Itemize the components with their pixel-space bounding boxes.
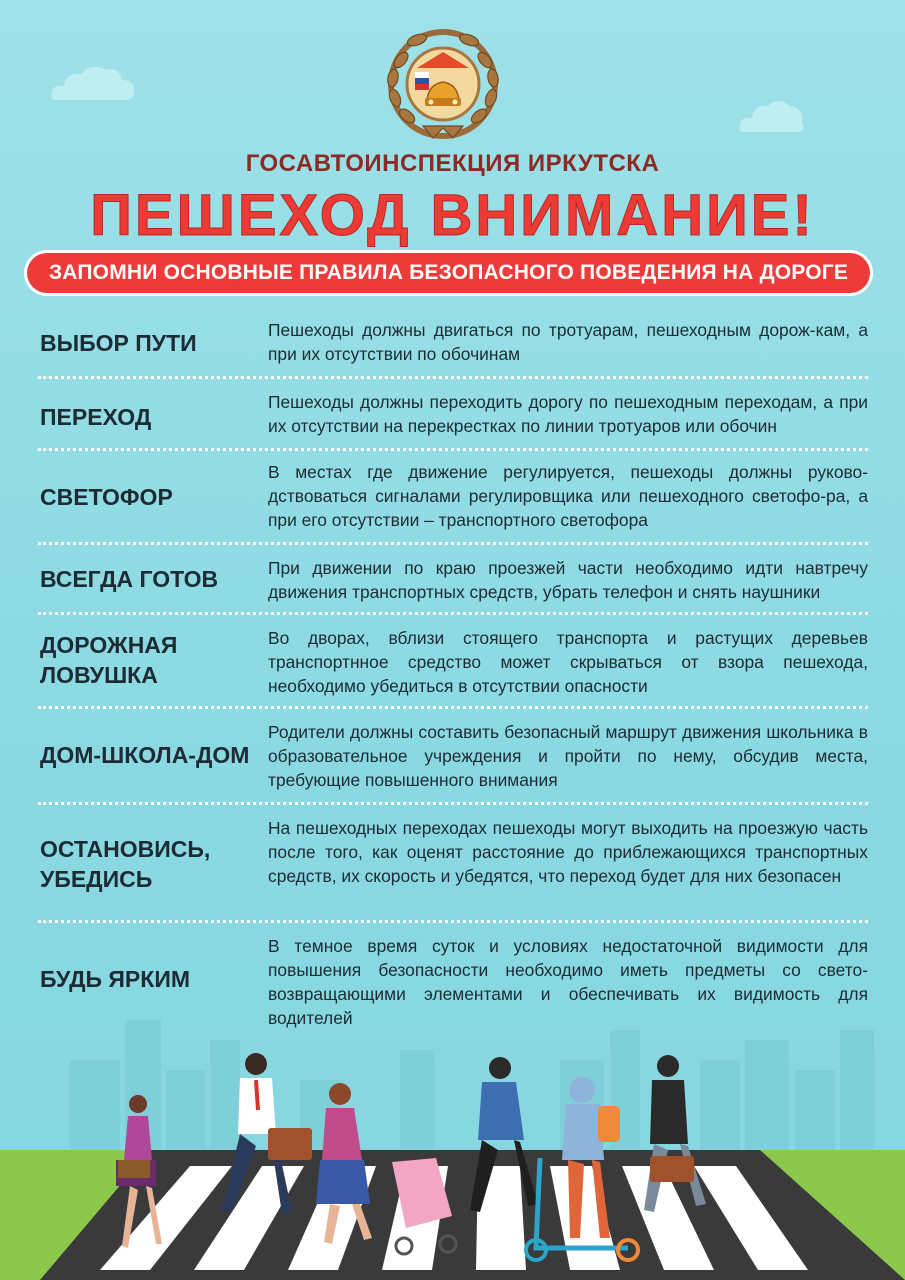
rule-text: Во дворах, вблизи стоящего транспорта и растущих деревьев транспортнное средство может скрываться от взора пешехода, необходимо убедиться в отсутствии опасности [268, 628, 868, 696]
rule-title: ОСТАНОВИСЬ, УБЕДИСЬ [40, 836, 211, 892]
divider [38, 542, 868, 545]
page-title: ПЕШЕХОД ВНИМАНИЕ! [90, 183, 815, 248]
traffic-police-emblem-icon [377, 22, 509, 140]
crosswalk-illustration [0, 1000, 905, 1280]
divider [38, 448, 868, 451]
cloud-right [738, 96, 808, 136]
divider [38, 376, 868, 379]
rule-text: На пешеходных переходах пешеходы могут выходить на проезжую часть после того, как оценят расстояние до приблежающихся транспортных средств, их скорость и убедятся, что переход будет для них безопасен [268, 818, 868, 886]
subtitle-banner: ЗАПОМНИ ОСНОВНЫЕ ПРАВИЛА БЕЗОПАСНОГО ПОВЕДЕНИЯ НА ДОРОГЕ [27, 253, 870, 293]
rule-text: Пешеходы должны двигаться по тротуарам, пешеходным дорож-кам, а при их отсутствии по обочинам [268, 320, 868, 364]
rule-text: Пешеходы должны переходить дорогу по пешеходным переходам, а при их отсутствии на перекрестках по линии тротуаров или обочин [268, 392, 868, 436]
rule-text: Родители должны составить безопасный маршрут движения школьника в образовательное учреждения и пройти по нему, обсудив места, требующие повышенного внимания [268, 722, 868, 790]
divider [38, 920, 868, 923]
cloud-left [48, 62, 138, 104]
rule-title: ДОМ-ШКОЛА-ДОМ [40, 742, 250, 768]
rule-title: ДОРОЖНАЯ ЛОВУШКА [40, 632, 178, 688]
rule-title: БУДЬ ЯРКИМ [40, 966, 191, 992]
rule-text: При движении по краю проезжей части необходимо идти навтречу движения транспортных средств, убрать телефон и снять наушники [268, 558, 868, 602]
divider [38, 612, 868, 615]
rule-text: В темное время суток и условиях недостаточной видимости для повышения безопасности необходимо иметь предметы со свето-возвращающими элементами и обеспечивать их видимость для водителей [268, 936, 868, 1028]
divider [38, 706, 868, 709]
rule-text: В местах где движение регулируется, пешеходы должны руково-дствоваться сигналами регулировщика или пешеходного светофо-ра, а при его отсутствии – транспортного светофора [268, 462, 868, 530]
rule-title: ПЕРЕХОД [40, 404, 152, 430]
rule-title: СВЕТОФОР [40, 484, 173, 510]
agency-title: ГОСАВТОИНСПЕКЦИЯ ИРКУТСКА [245, 150, 660, 177]
rule-title: ВЫБОР ПУТИ [40, 330, 197, 356]
rule-title: ВСЕГДА ГОТОВ [40, 566, 219, 592]
divider [38, 802, 868, 805]
